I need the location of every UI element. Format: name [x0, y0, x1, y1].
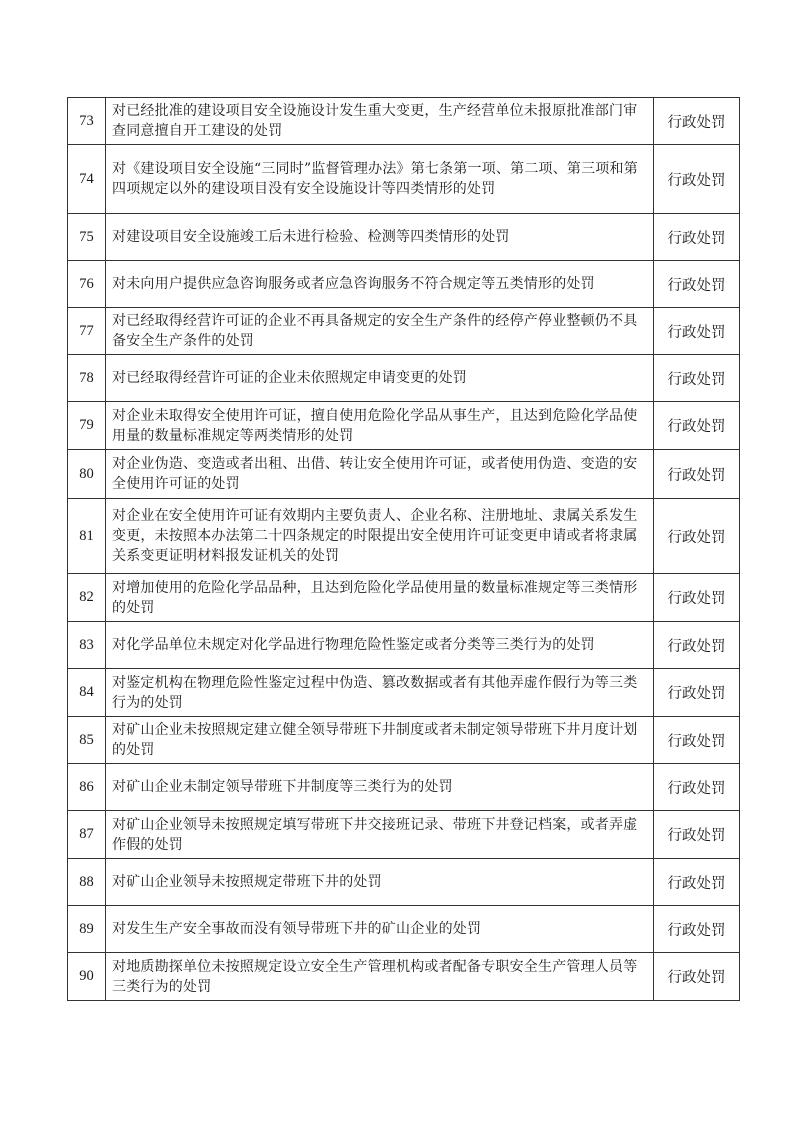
item-number: 82: [68, 574, 106, 622]
item-number: 89: [68, 906, 106, 953]
table-row: [68, 499, 740, 574]
item-description: 对矿山企业未按照规定建立健全领导带班下井制度或者未制定领导带班下井月度计划的处罚: [106, 717, 654, 764]
item-type: 行政处罚: [654, 450, 740, 499]
table-row: [68, 402, 740, 450]
item-type: 行政处罚: [654, 669, 740, 717]
item-description: 对企业未取得安全使用许可证，擅自使用危险化学品从事生产，且达到危险化学品使用量的数量标准规定等两类情形的处罚: [106, 402, 654, 450]
item-description: 对已经取得经营许可证的企业未依照规定申请变更的处罚: [106, 355, 654, 402]
item-type: 行政处罚: [654, 622, 740, 669]
item-type: 行政处罚: [654, 811, 740, 859]
item-type: 行政处罚: [654, 308, 740, 355]
table-row: [68, 811, 740, 859]
item-number: 79: [68, 402, 106, 450]
item-type: 行政处罚: [654, 717, 740, 764]
item-number: 73: [68, 98, 106, 145]
item-type: 行政处罚: [654, 764, 740, 811]
table-row: [68, 214, 740, 261]
item-description: 对发生生产安全事故而没有领导带班下井的矿山企业的处罚: [106, 906, 654, 953]
table-row: [68, 261, 740, 308]
item-type: 行政处罚: [654, 355, 740, 402]
item-description: 对矿山企业领导未按照规定带班下井的处罚: [106, 859, 654, 906]
item-description: 对未向用户提供应急咨询服务或者应急咨询服务不符合规定等五类情形的处罚: [106, 261, 654, 308]
item-number: 76: [68, 261, 106, 308]
item-type: 行政处罚: [654, 98, 740, 145]
penalty-items-table: [67, 97, 740, 1001]
item-description: 对建设项目安全设施竣工后未进行检验、检测等四类情形的处罚: [106, 214, 654, 261]
item-number: 90: [68, 953, 106, 1001]
table-row: [68, 669, 740, 717]
item-type: 行政处罚: [654, 906, 740, 953]
table-row: [68, 450, 740, 499]
table-row: [68, 145, 740, 214]
table-row: [68, 574, 740, 622]
item-type: 行政处罚: [654, 499, 740, 574]
item-number: 78: [68, 355, 106, 402]
table-row: [68, 764, 740, 811]
item-type: 行政处罚: [654, 145, 740, 214]
table-row: [68, 717, 740, 764]
item-description: 对鉴定机构在物理危险性鉴定过程中伪造、篡改数据或者有其他弄虚作假行为等三类行为的处罚: [106, 669, 654, 717]
table-row: [68, 355, 740, 402]
item-description: 对矿山企业领导未按照规定填写带班下井交接班记录、带班下井登记档案，或者弄虚作假的处罚: [106, 811, 654, 859]
item-type: 行政处罚: [654, 859, 740, 906]
item-description: 对化学品单位未规定对化学品进行物理危险性鉴定或者分类等三类行为的处罚: [106, 622, 654, 669]
item-description: 对地质勘探单位未按照规定设立安全生产管理机构或者配备专职安全生产管理人员等三类行为的处罚: [106, 953, 654, 1001]
table-row: [68, 98, 740, 145]
item-number: 77: [68, 308, 106, 355]
item-number: 75: [68, 214, 106, 261]
table-row: [68, 622, 740, 669]
item-description: 对已经取得经营许可证的企业不再具备规定的安全生产条件的经停产停业整顿仍不具备安全生产条件的处罚: [106, 308, 654, 355]
item-number: 74: [68, 145, 106, 214]
item-number: 86: [68, 764, 106, 811]
item-number: 80: [68, 450, 106, 499]
item-number: 88: [68, 859, 106, 906]
item-description: 对《建设项目安全设施“三同时”监督管理办法》第七条第一项、第二项、第三项和第四项规定以外的建设项目没有安全设施设计等四类情形的处罚: [106, 145, 654, 214]
item-type: 行政处罚: [654, 402, 740, 450]
item-type: 行政处罚: [654, 214, 740, 261]
item-type: 行政处罚: [654, 261, 740, 308]
item-description: 对矿山企业未制定领导带班下井制度等三类行为的处罚: [106, 764, 654, 811]
table-row: [68, 859, 740, 906]
table-row: [68, 906, 740, 953]
item-number: 84: [68, 669, 106, 717]
item-description: 对增加使用的危险化学品品种，且达到危险化学品使用量的数量标准规定等三类情形的处罚: [106, 574, 654, 622]
item-number: 85: [68, 717, 106, 764]
table-row: [68, 953, 740, 1001]
item-type: 行政处罚: [654, 953, 740, 1001]
item-number: 87: [68, 811, 106, 859]
item-description: 对企业伪造、变造或者出租、出借、转让安全使用许可证，或者使用伪造、变造的安全使用许可证的处罚: [106, 450, 654, 499]
item-description: 对已经批准的建设项目安全设施设计发生重大变更，生产经营单位未报原批准部门审查同意擅自开工建设的处罚: [106, 98, 654, 145]
item-number: 83: [68, 622, 106, 669]
item-number: 81: [68, 499, 106, 574]
item-description: 对企业在安全使用许可证有效期内主要负责人、企业名称、注册地址、隶属关系发生变更，未按照本办法第二十四条规定的时限提出安全使用许可证变更申请或者将隶属关系变更证明材料报发证机关的处罚: [106, 499, 654, 574]
table-row: [68, 308, 740, 355]
item-type: 行政处罚: [654, 574, 740, 622]
